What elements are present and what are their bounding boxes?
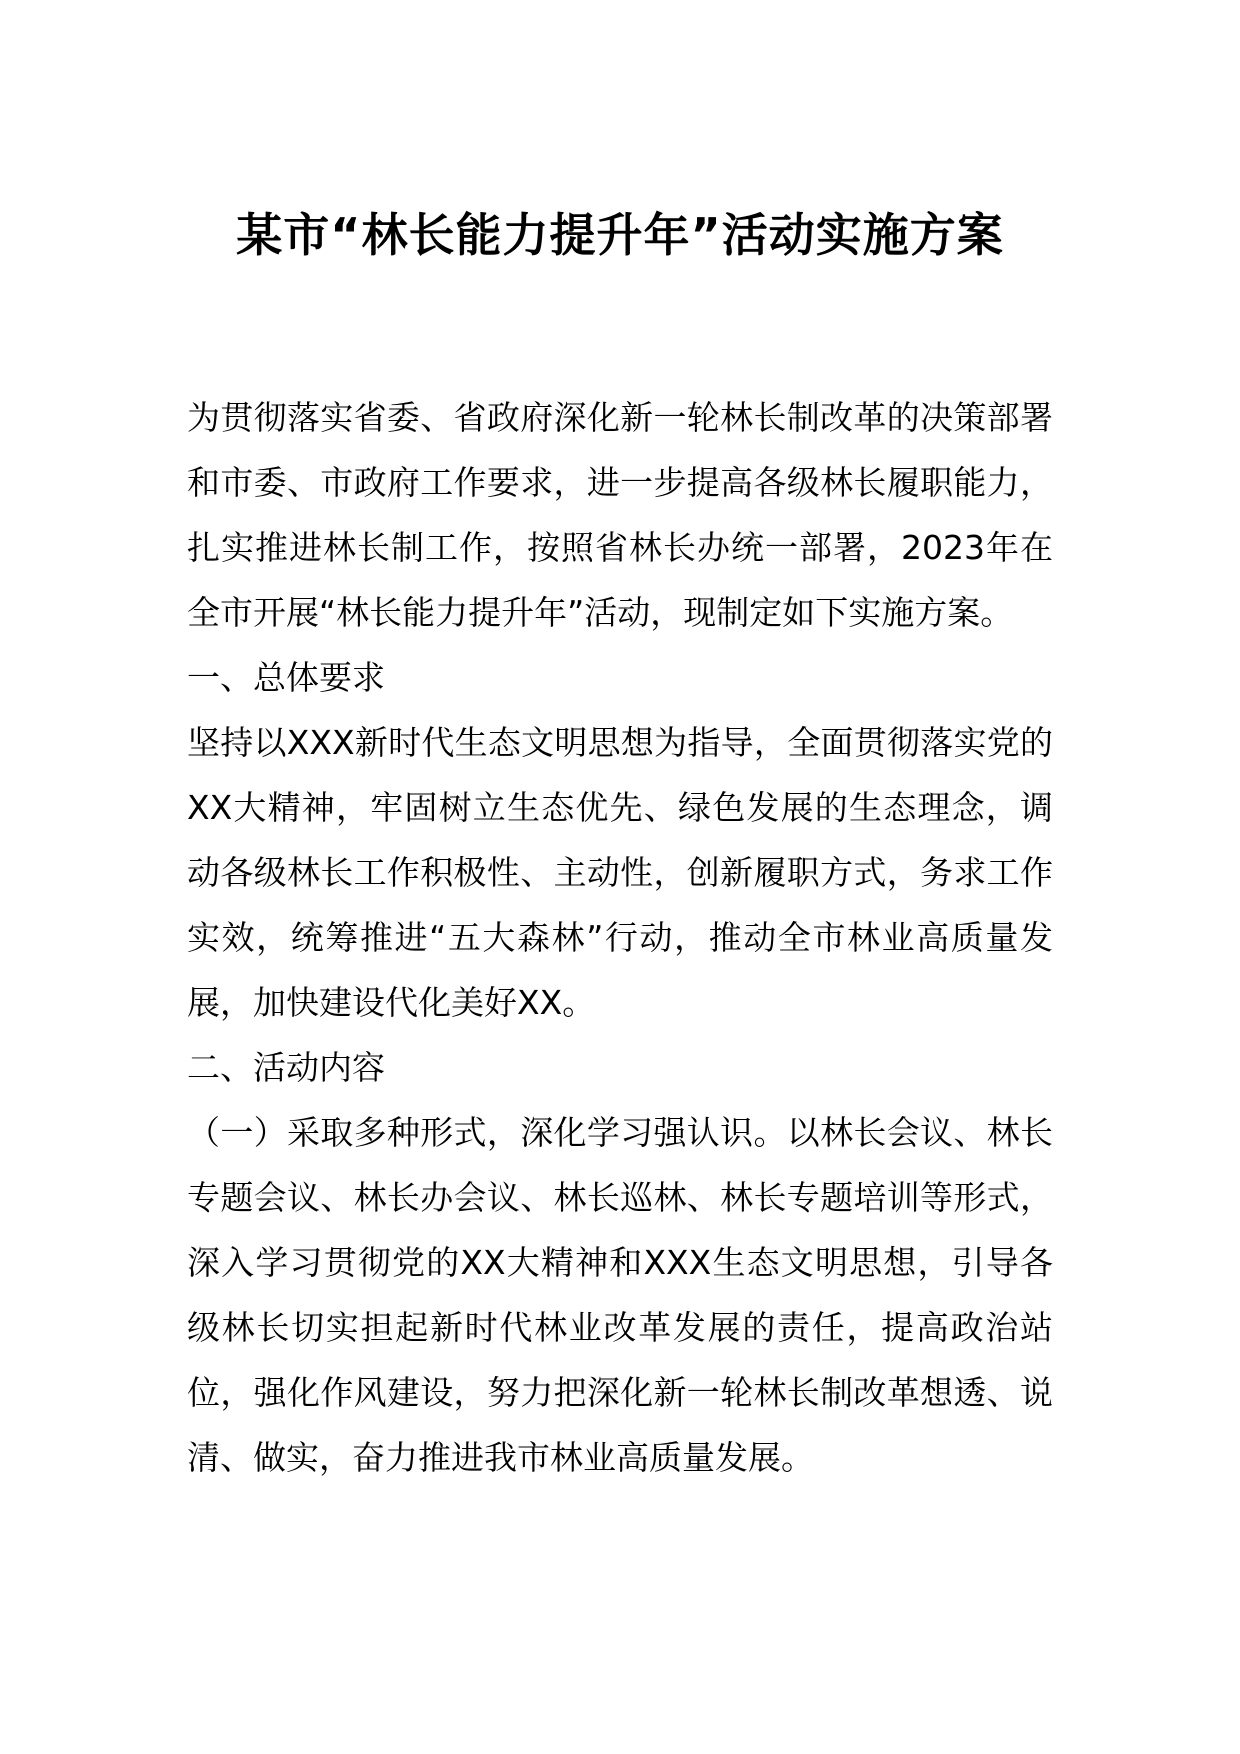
section-heading-activity-content: 二、活动内容 <box>187 1048 385 1087</box>
activity-content-item-1-paragraph: （一）采取多种形式，深化学习强认识。以林长会议、林长专题会议、林长办会议、林长巡林、林长专题培训等形式，深入学习贯彻党的XX大精神和XXX生态文明思想，引导各级林长切实担起新时代林业改革发展的责任，提高政治站位，强化作风建设，努力把深化新一轮林长制改革想透、说清、做实，奋力推进我市林业高质量发展。 <box>187 1113 1053 1477</box>
section-heading-general-requirements: 一、总体要求 <box>187 658 385 697</box>
document-title: 某市“林长能力提升年”活动实施方案 <box>236 208 1004 262</box>
general-requirements-paragraph: 坚持以XXX新时代生态文明思想为指导，全面贯彻落实党的XX大精神，牢固树立生态优先、绿色发展的生态理念，调动各级林长工作积极性、主动性，创新履职方式，务求工作实效，统筹推进“五大森林”行动，推动全市林业高质量发展，加快建设代化美好XX。 <box>187 723 1053 1022</box>
intro-paragraph: 为贯彻落实省委、省政府深化新一轮林长制改革的决策部署和市委、市政府工作要求，进一步提高各级林长履职能力，扎实推进林长制工作，按照省林长办统一部署，2023年在全市开展“林长能力提升年”活动，现制定如下实施方案。 <box>187 398 1053 632</box>
document-body <box>187 385 1053 1490</box>
